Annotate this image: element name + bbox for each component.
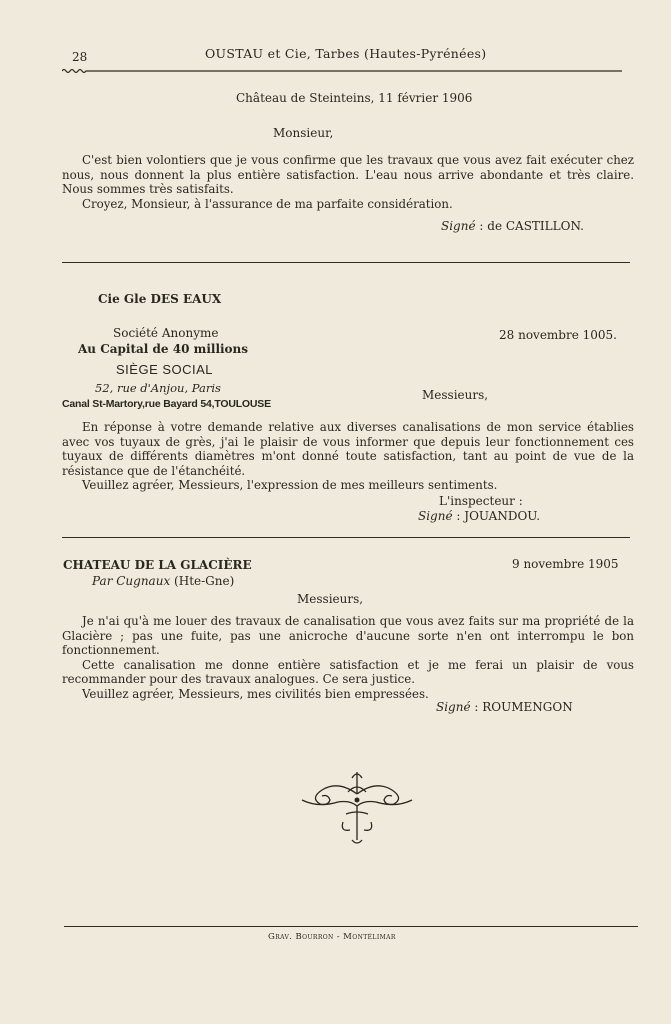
letter2-salutation: Messieurs,	[422, 388, 489, 402]
letter2-signature: : JOUANDOU.	[456, 509, 541, 523]
letter3-salutation: Messieurs,	[297, 592, 364, 606]
section-divider-1	[62, 262, 630, 263]
letter2-capital: Au Capital de 40 millions	[78, 342, 249, 356]
letter1-signature-line	[441, 219, 584, 233]
page-number: 28	[72, 50, 88, 64]
letter3-para3: Veuillez agréer, Messieurs, mes civilités bien empressées.	[82, 686, 429, 701]
letter2-head-office: SIÈGE SOCIAL	[116, 362, 214, 377]
letter2-toulouse-address: Canal St-Martory,rue Bayard 54,TOULOUSE	[62, 398, 271, 410]
letter1-signature: : de CASTILLON.	[479, 219, 584, 233]
letter3-para1: Je n'ai qu'à me louer des travaux de canalisation que vous avez faits sur ma propriété de la Glacière ; pas une fuite, pas une anicroche d'aucune sorte n'en ont interrompu le bon fonctionnement.	[62, 614, 634, 657]
letter3-signature: : ROUMENGON	[474, 700, 573, 714]
footer-rule	[64, 926, 638, 927]
footer-engraver: Grav. Bourron - Montélimar	[268, 932, 396, 942]
letter1-body	[62, 153, 634, 211]
letter3-sub-prefix: Par Cugnaux	[92, 574, 171, 588]
letter1-salutation: Monsieur,	[273, 126, 334, 140]
letter2-signature-line	[418, 509, 540, 523]
header-rule	[62, 66, 622, 76]
letter2-paris-address: 52, rue d'Anjou, Paris	[95, 381, 221, 395]
decorative-ornament	[298, 770, 416, 848]
section-divider-2	[62, 537, 630, 538]
letter2-company: Cie Gle DES EAUX	[98, 292, 222, 306]
letter3-subheading	[92, 574, 234, 588]
letter1-para1: C'est bien volontiers que je vous confirme que les travaux que vous avez fait exécuter chez nous, nous donnent la plus entière satisfaction. L'eau nous arrive abondante et très claire. Nous sommes très satisfaits.	[62, 153, 634, 196]
letter3-sub-suffix: (Hte-Gne)	[174, 574, 235, 588]
letter2-para2: Veuillez agréer, Messieurs, l'expression de mes meilleurs sentiments.	[82, 478, 498, 492]
letter3-signature-line	[436, 700, 573, 714]
letter3-heading: CHATEAU DE LA GLACIÈRE	[63, 558, 252, 572]
letter2-body	[62, 420, 634, 493]
letter3-signed-label: Signé	[436, 700, 471, 714]
letter2-signed-label: Signé	[418, 509, 453, 523]
letter2-para1: En réponse à votre demande relative aux diverses canalisations de mon service établies avec vos tuyaux de grès, j'ai le plaisir de vous informer que depuis leur fonctionnement ces tuyaux de différents diamètres m'ont donné toute satisfaction, tant au point de vue de la résistance que de l'étanchéité.	[62, 420, 634, 478]
letter1-para2: Croyez, Monsieur, à l'assurance de ma parfaite considération.	[82, 196, 453, 211]
letter1-signed-label: Signé	[441, 219, 476, 233]
letter1-place-date: Château de Steinteins, 11 février 1906	[236, 91, 473, 105]
letter3-para2: Cette canalisation me donne entière satisfaction et je me ferai un plaisir de vous recommander pour des travaux analogues. Ce sera justice.	[62, 657, 634, 686]
letter2-date: 28 novembre 1005.	[499, 328, 617, 342]
letter3-body	[62, 614, 634, 701]
letter2-role: L'inspecteur :	[439, 494, 523, 508]
page-header-title: OUSTAU et Cie, Tarbes (Hautes-Pyrénées)	[205, 46, 487, 61]
letter2-company-type: Société Anonyme	[113, 326, 219, 340]
letter3-date: 9 novembre 1905	[512, 557, 619, 571]
